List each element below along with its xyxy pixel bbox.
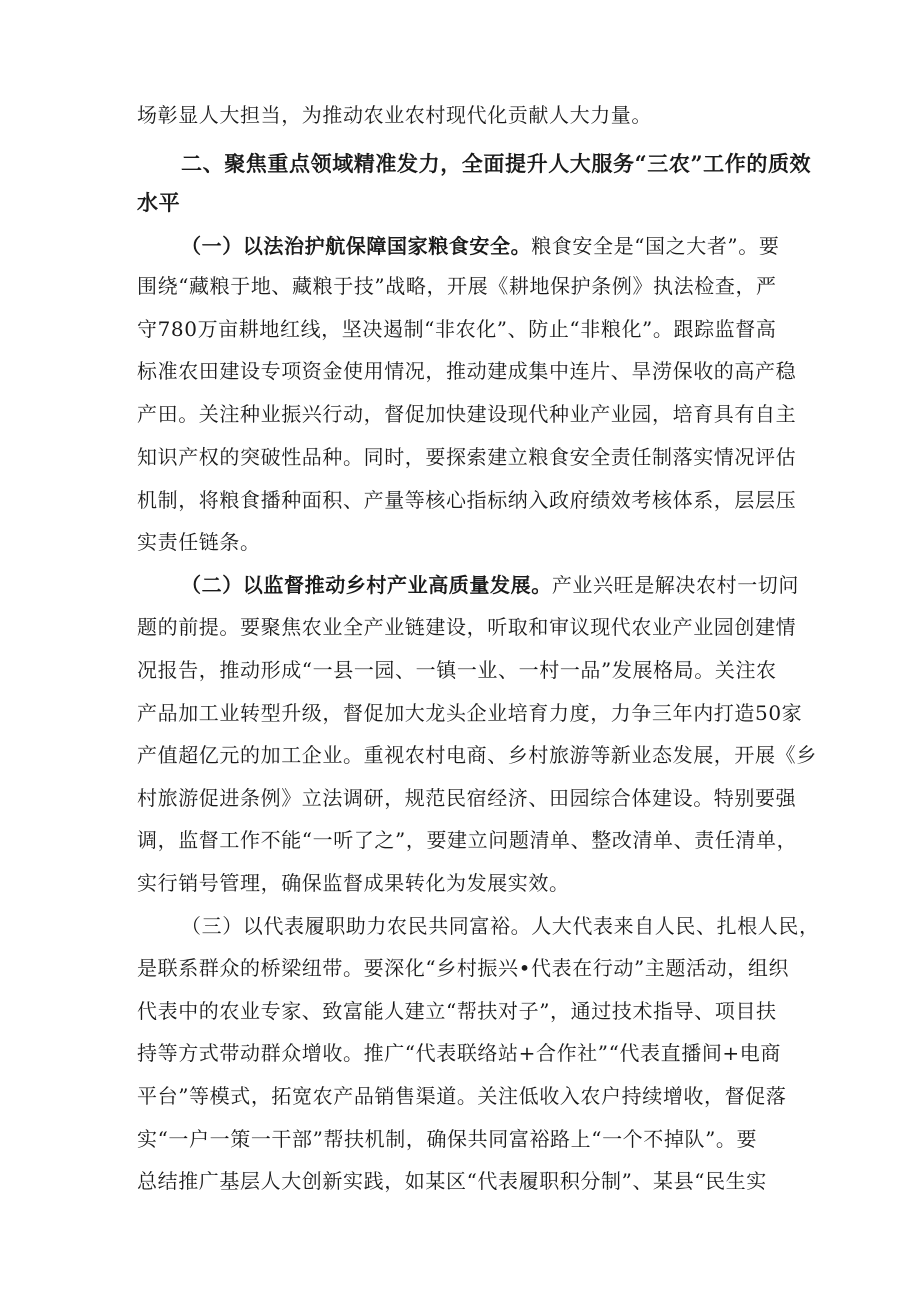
subsection-1-first-line	[181, 232, 841, 260]
paragraph-line: 实行销号管理，确保监督成果转化为发展实效。	[137, 871, 570, 895]
paragraph-line: 平台”等模式，拓宽农产品销售渠道。关注低收入农户持续增收，督促落	[137, 1084, 787, 1108]
section-heading: 二、聚焦重点领域精准发力，全面提升人大服务“三农”工作的质效	[181, 151, 812, 176]
subsection-2-title: （二）以监督推动乡村产业高质量发展。	[181, 573, 552, 597]
paragraph-line: 守780万亩耕地红线，坚决遏制“非农化”、防止“非粮化”。跟踪监督高	[137, 317, 777, 341]
paragraph-line: 知识产权的突破性品种。同时，要探索建立粮食安全责任制落实情况评估	[137, 445, 797, 469]
paragraph-line: 况报告，推动形成“一县一园、一镇一业、一村一品”发展格局。关注农	[137, 658, 777, 682]
paragraph-line: 代表中的农业专家、致富能人建立“帮扶对子”，通过技术指导、项目扶	[137, 999, 777, 1023]
paragraph-line: 实责任链条。	[137, 530, 261, 554]
paragraph-line: 产品加工业转型升级，督促加大龙头企业培育力度，力争三年内打造50家	[137, 701, 803, 725]
paragraph-line: 总结推广基层人大创新实践，如某区“代表履职积分制”、某县“民生实	[137, 1169, 767, 1193]
subsection-1-title: （一）以法治护航保障国家粮食安全。	[181, 234, 532, 258]
paragraph-line: 调，监督工作不能“一听了之”，要建立问题清单、整改清单、责任清单，	[137, 828, 798, 852]
paragraph-line: 围绕“藏粮于地、藏粮于技”战略，开展《耕地保护条例》执法检查，严	[137, 274, 777, 298]
subsection-2-first-line	[181, 571, 841, 599]
subsection-2-text: 产业兴旺是解决农村一切问	[551, 573, 800, 597]
paragraph-line: 村旅游促进条例》立法调研，规范民宿经济、田园综合体建设。特别要强	[137, 786, 797, 810]
paragraph-line: 是联系群众的桥梁纽带。要深化“乡村振兴•代表在行动”主题活动，组织	[137, 956, 790, 980]
paragraph-line: 实“一户一策一干部”帮扶机制，确保共同富裕路上“一个不掉队”。要	[137, 1127, 758, 1151]
paragraph-line: 产值超亿元的加工企业。重视农村电商、乡村旅游等新业态发展，开展《乡	[137, 743, 817, 767]
paragraph-line: 标准农田建设专项资金使用情况，推动建成集中连片、旱涝保收的高产稳	[137, 359, 797, 383]
paragraph-line: 产田。关注种业振兴行动，督促加快建设现代种业产业园，培育具有自主	[137, 402, 797, 426]
paragraph-line: 场彰显人大担当，为推动农业农村现代化贡献人大力量。	[137, 103, 652, 127]
subsection-1-text: 粮食安全是“国之大者”。要	[531, 234, 780, 258]
section-heading-continued: 水平	[137, 190, 181, 215]
paragraph-line: 题的前提。要聚焦农业全产业链建设，听取和审议现代农业产业园创建情	[137, 615, 797, 639]
subsection-3-first-line: （三）以代表履职助力农民共同富裕。人大代表来自人民、扎根人民，	[181, 914, 820, 938]
paragraph-line: 机制，将粮食播种面积、产量等核心指标纳入政府绩效考核体系，层层压	[137, 488, 797, 512]
paragraph-line: 持等方式带动群众增收。推广“代表联络站+合作社”“代表直播间+电商	[137, 1041, 781, 1065]
